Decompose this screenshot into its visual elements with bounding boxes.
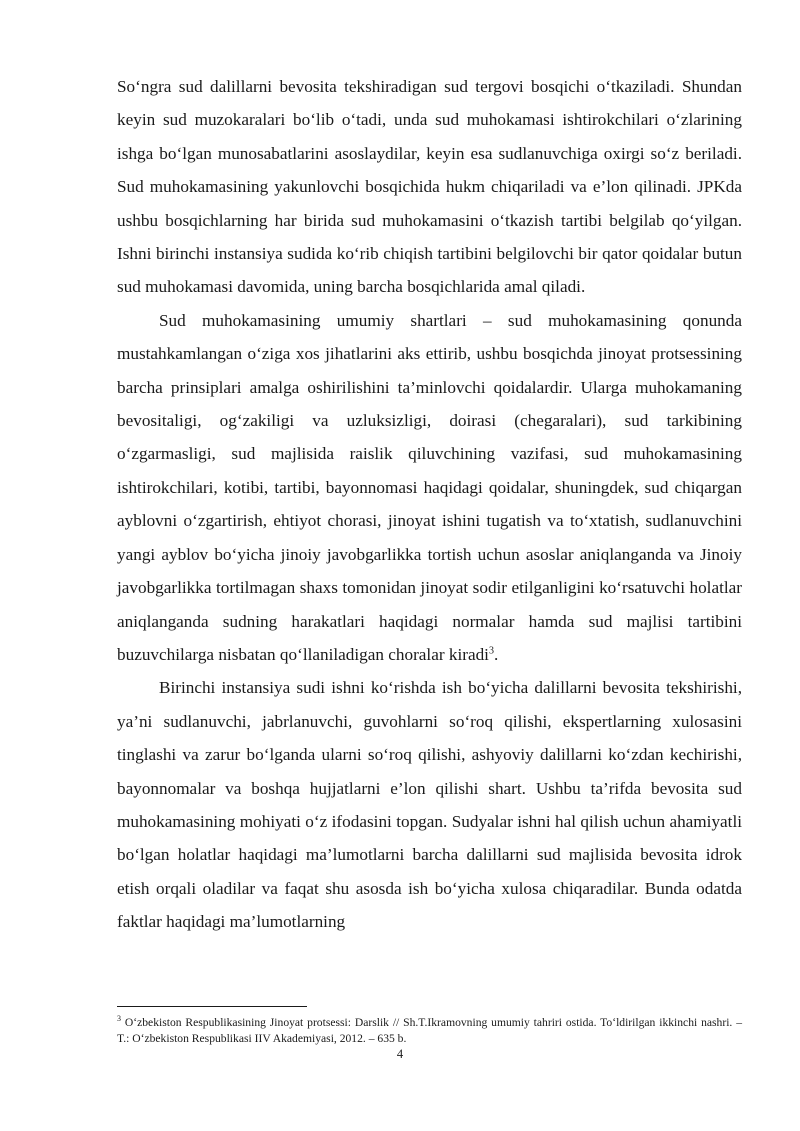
footnote-reference[interactable]: 3 [488, 645, 494, 657]
footnote-text: O‘zbekiston Respublikasining Jinoyat protsessi: Darslik // Sh.T.Ikramovning umumiy tahriri ostida. To‘ldirilgan ikkinchi nashri. – T.: O‘zbekiston Respublikasi IIV Akademiyasi, 2012. – 635 b. [117, 1016, 742, 1045]
paragraph-2-end: . [493, 644, 499, 664]
footnote [117, 1015, 742, 1047]
paragraph-2 [117, 304, 742, 671]
paragraph-1: So‘ngra sud dalillarni bevosita tekshiradigan sud tergovi bosqichi o‘tkaziladi. Shundan keyin sud muzokaralari bo‘lib o‘tadi, unda sud muhokamasi ishtirokchilari o‘zlarining ishga bo‘lgan munosabatlarini asoslaydilar, keyin esa sudlanuvchiga oxirgi so‘z beriladi. Sud muhokamasining yakunlovchi bosqichida hukm chiqariladi va e’lon qilinadi. JPKda ushbu bosqichlarning har birida sud muhokamasini o‘tkazish tartibi belgilab qo‘yilgan. Ishni birinchi instansiya sudida ko‘rib chiqish tartibini belgilovchi bir qator qoidalar butun sud muhokamasi davomida, uning barcha bosqichlarida amal qiladi. [117, 77, 742, 297]
body-text [117, 70, 742, 939]
paragraph-3: Birinchi instansiya sudi ishni ko‘rishda ish bo‘yicha dalillarni bevosita tekshirishi, ya’ni sudlanuvchi, jabrlanuvchi, guvohlarni so‘roq qilishi, ekspertlarning xulosasini tinglashi va zarur bo‘lganda ularni so‘roq qilishi, ashyoviy dalillarni ko‘zdan kechirishi, bayonnomalar va boshqa hujjatlarni e’lon qilishi shart. Ushbu ta’rifda bevosita sud muhokamasining mohiyati o‘z ifodasini topgan. Sudyalar ishni hal qilish uchun ahamiyatli bo‘lgan holatlar haqidagi ma’lumotlarni barcha dalillarni sud majlisida bevosita idrok etish orqali oladilar va faqat shu asosda ish bo‘yicha xulosa chiqaradilar. Bunda odatda faktlar haqidagi ma’lumotlarning [117, 678, 742, 932]
page-number: 4 [396, 1047, 404, 1061]
paragraph-2-text: Sud muhokamasining umumiy shartlari – sud muhokamasining qonunda mustahkamlangan o‘ziga xos jihatlarini aks ettirib, ushbu bosqichda jinoyat protsessining barcha prinsiplari amalga oshirilishini ta’minlovchi qoidalardir. Ularga muhokamaning bevositaligi, og‘zakiligi va uzluksizligi, doirasi (chegaralari), sud tarkibining o‘zgarmasligi, sud majlisida raislik qiluvchining vazifasi, sud muhokamasining ishtirokchilari, kotibi, tartibi, bayonnomasi haqidagi qoidalar, shuningdek, sud chiqargan ayblovni o‘zgartirish, ehtiyot chorasi, jinoyat ishini tugatish va to‘xtatish, sudlanuvchini yangi ayblov bo‘yicha jinoiy javobgarlikka tortish uchun asoslar aniqlanganda va Jinoiy javobgarlikka tortilmagan shaxs tomonidan jinoyat sodir etilganligini ko‘rsatuvchi holatlar aniqlanganda sudning harakatlari haqidagi normalar hamda sud majlisi tartibini buzuvchilarga nisbatan qo‘llaniladigan choralar kiradi [117, 310, 742, 664]
footnote-separator [117, 1006, 307, 1007]
footnote-number: 3 [117, 1014, 121, 1024]
